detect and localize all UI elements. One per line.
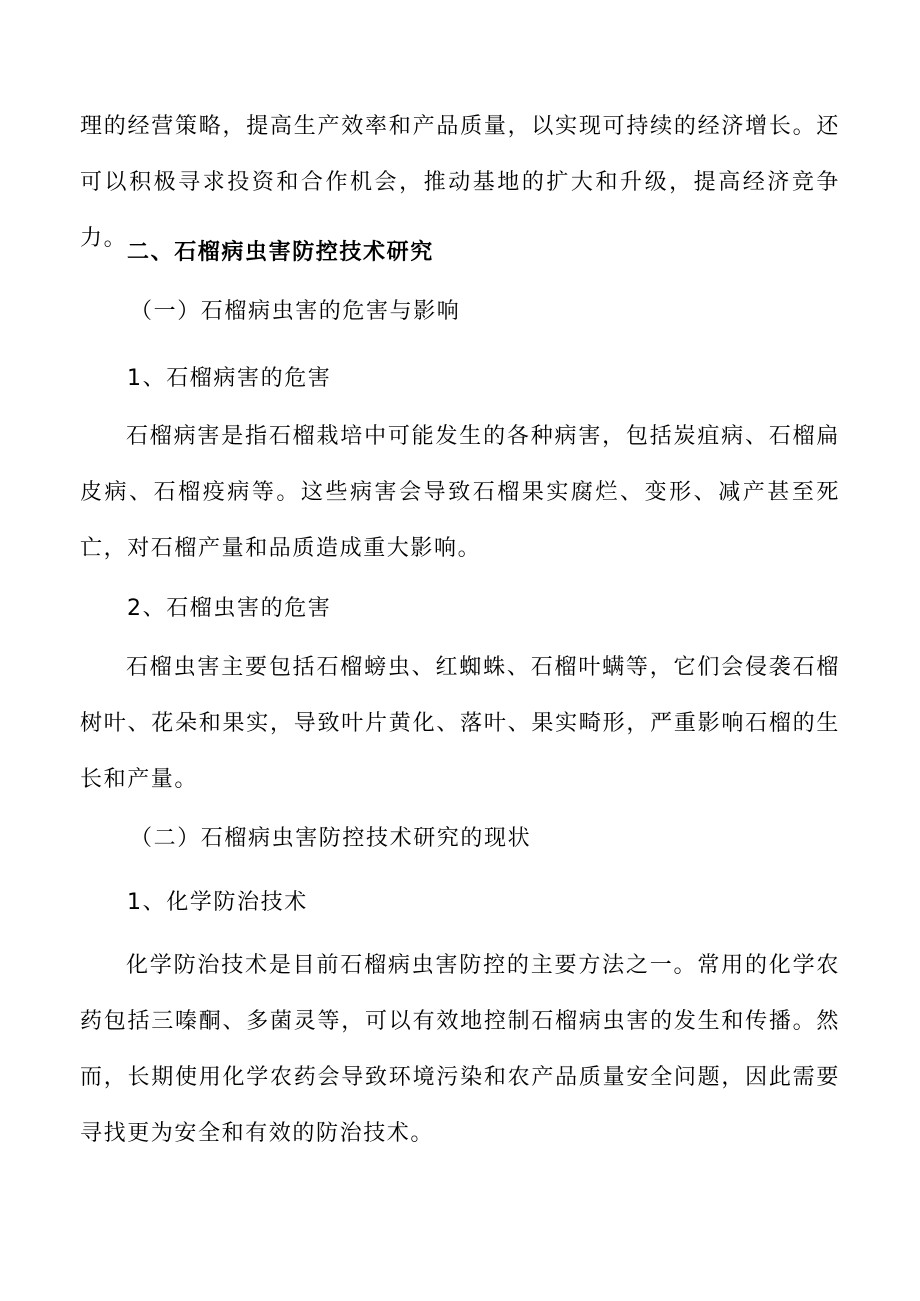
intro-paragraph: 理的经营策略，提高生产效率和产品质量，以实现可持续的经济增长。还可以积极寻求投资和合作机会，推动基地的扩大和升级，提高经济竞争力。: [80, 114, 840, 251]
item-heading-disease: 1、石榴病害的危害: [127, 366, 332, 391]
item-heading-pest: 2、石榴虫害的危害: [127, 596, 332, 621]
subsection-heading-2: （二）石榴病虫害防控技术研究的现状: [130, 826, 532, 851]
pest-paragraph: 石榴虫害主要包括石榴螃虫、红蜘蛛、石榴叶螨等，它们会侵袭石榴树叶、花朵和果实，导致叶片黄化、落叶、果实畸形，严重影响石榴的生长和产量。: [80, 655, 840, 792]
subsection-heading-1: （一）石榴病虫害的危害与影响: [130, 299, 461, 324]
section-heading: 二、石榴病虫害防控技术研究: [127, 240, 434, 265]
disease-paragraph: 石榴病害是指石榴栽培中可能发生的各种病害，包括炭疽病、石榴扁皮病、石榴疫病等。这些病害会导致石榴果实腐烂、变形、减产甚至死亡，对石榴产量和品质造成重大影响。: [80, 424, 840, 561]
item-heading-chemical: 1、化学防治技术: [127, 890, 308, 915]
chemical-paragraph: 化学防治技术是目前石榴病虫害防控的主要方法之一。常用的化学农药包括三嗪酮、多菌灵等，可以有效地控制石榴病虫害的发生和传播。然而，长期使用化学农药会导致环境污染和农产品质量安全问题，因此需要寻找更为安全和有效的防治技术。: [80, 953, 840, 1146]
